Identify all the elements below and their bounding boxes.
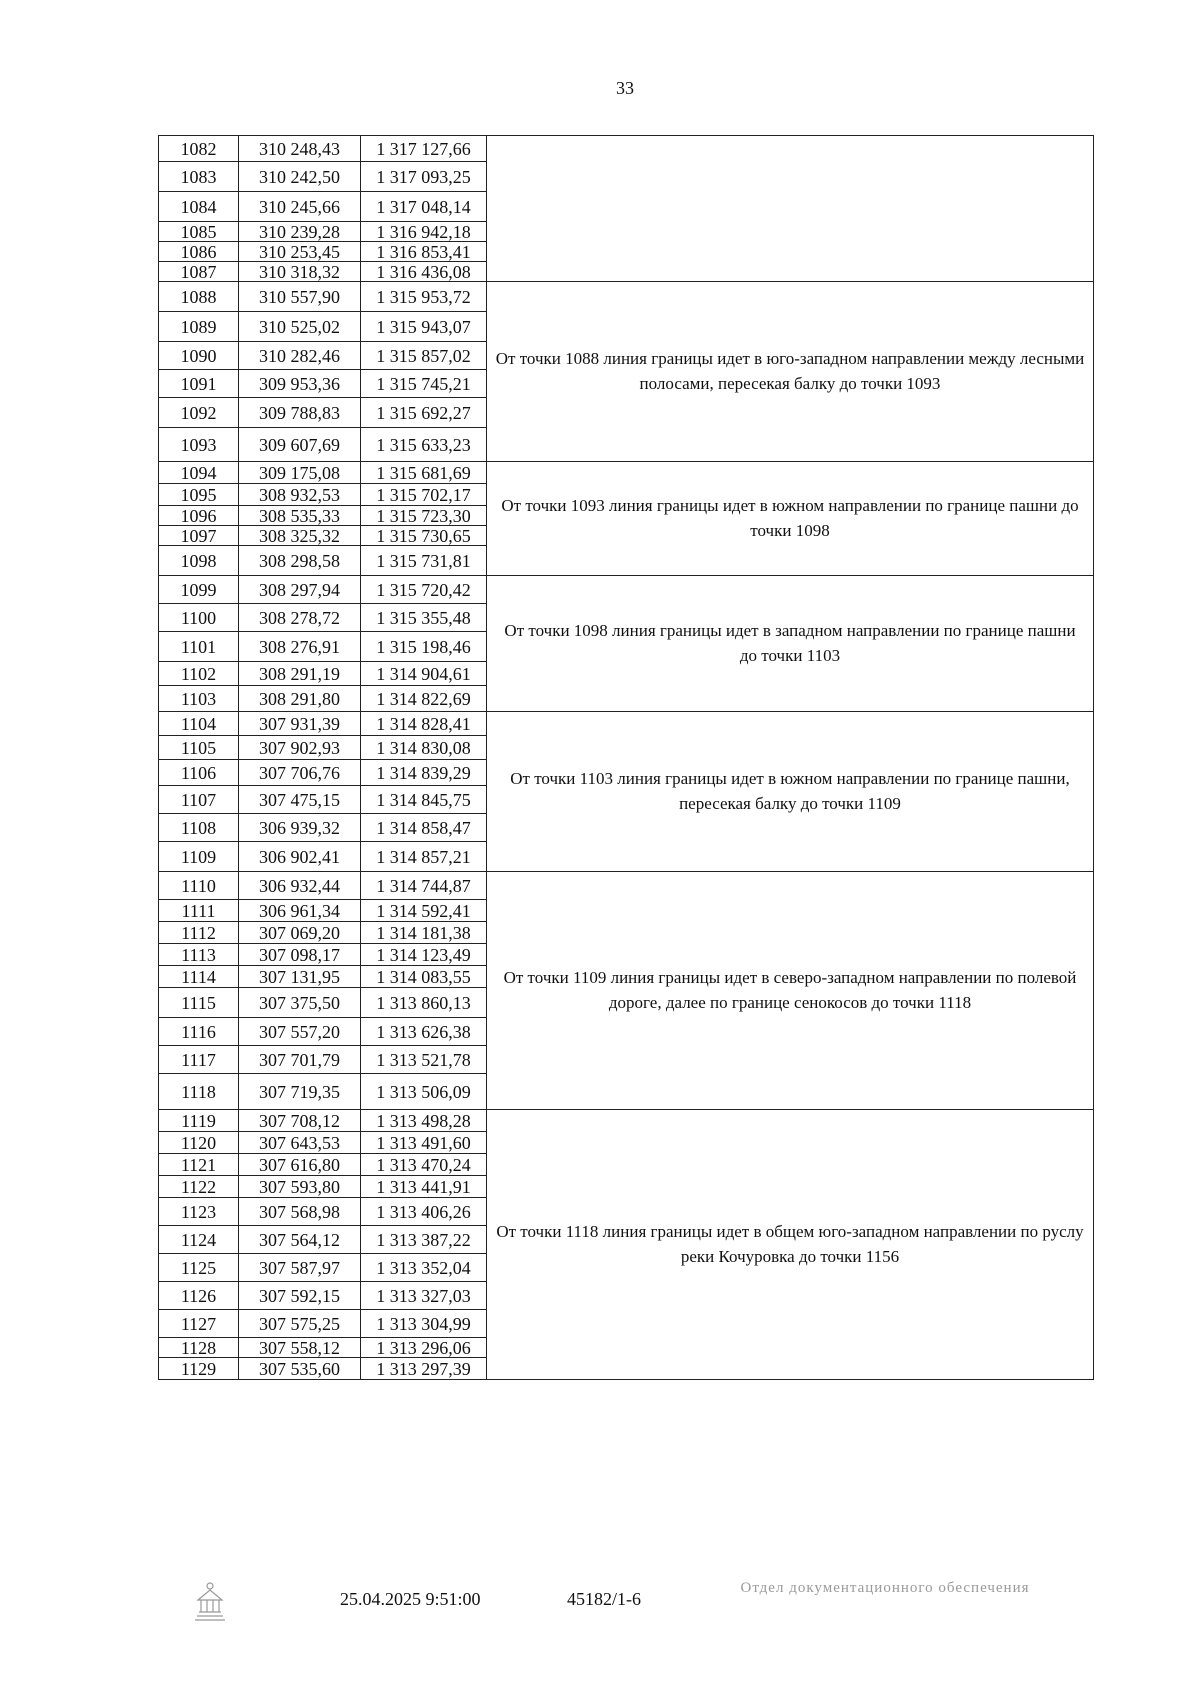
point-number-cell: 1117 bbox=[159, 1046, 239, 1074]
boundary-description-cell: От точки 1103 линия границы идет в южном направлении по границе пашни, пересекая балку до точки 1109 bbox=[487, 712, 1094, 872]
x-coordinate-cell: 306 932,44 bbox=[239, 872, 361, 900]
y-coordinate-cell: 1 313 506,09 bbox=[361, 1074, 487, 1110]
x-coordinate-cell: 307 902,93 bbox=[239, 736, 361, 760]
y-coordinate-cell: 1 313 860,13 bbox=[361, 988, 487, 1018]
y-coordinate-cell: 1 313 626,38 bbox=[361, 1018, 487, 1046]
x-coordinate-cell: 306 902,41 bbox=[239, 842, 361, 872]
point-number-cell: 1092 bbox=[159, 398, 239, 428]
y-coordinate-cell: 1 314 857,21 bbox=[361, 842, 487, 872]
boundary-description-cell: От точки 1088 линия границы идет в юго-западном направлении между лесными полосами, пересекая балку до точки 1093 bbox=[487, 282, 1094, 462]
x-coordinate-cell: 308 325,32 bbox=[239, 526, 361, 546]
point-number-cell: 1105 bbox=[159, 736, 239, 760]
point-number-cell: 1113 bbox=[159, 944, 239, 966]
x-coordinate-cell: 308 291,19 bbox=[239, 662, 361, 686]
y-coordinate-cell: 1 313 498,28 bbox=[361, 1110, 487, 1132]
point-number-cell: 1112 bbox=[159, 922, 239, 944]
x-coordinate-cell: 307 593,80 bbox=[239, 1176, 361, 1198]
x-coordinate-cell: 307 564,12 bbox=[239, 1226, 361, 1254]
y-coordinate-cell: 1 315 731,81 bbox=[361, 546, 487, 576]
point-number-cell: 1106 bbox=[159, 760, 239, 786]
x-coordinate-cell: 307 098,17 bbox=[239, 944, 361, 966]
x-coordinate-cell: 308 278,72 bbox=[239, 604, 361, 632]
y-coordinate-cell: 1 314 123,49 bbox=[361, 944, 487, 966]
x-coordinate-cell: 309 788,83 bbox=[239, 398, 361, 428]
y-coordinate-cell: 1 314 830,08 bbox=[361, 736, 487, 760]
point-number-cell: 1089 bbox=[159, 312, 239, 342]
x-coordinate-cell: 306 939,32 bbox=[239, 814, 361, 842]
y-coordinate-cell: 1 315 730,65 bbox=[361, 526, 487, 546]
boundary-description-cell: От точки 1109 линия границы идет в северо-западном направлении по полевой дороге, далее по границе сенокосов до точки 1118 bbox=[487, 872, 1094, 1110]
point-number-cell: 1115 bbox=[159, 988, 239, 1018]
y-coordinate-cell: 1 314 744,87 bbox=[361, 872, 487, 900]
table-row bbox=[159, 872, 1094, 900]
x-coordinate-cell: 310 242,50 bbox=[239, 162, 361, 192]
y-coordinate-cell: 1 315 943,07 bbox=[361, 312, 487, 342]
point-number-cell: 1096 bbox=[159, 506, 239, 526]
emblem-icon bbox=[185, 1580, 235, 1626]
point-number-cell: 1087 bbox=[159, 262, 239, 282]
point-number-cell: 1122 bbox=[159, 1176, 239, 1198]
point-number-cell: 1128 bbox=[159, 1338, 239, 1358]
y-coordinate-cell: 1 317 048,14 bbox=[361, 192, 487, 222]
x-coordinate-cell: 307 575,25 bbox=[239, 1310, 361, 1338]
y-coordinate-cell: 1 313 297,39 bbox=[361, 1358, 487, 1380]
boundary-description-cell bbox=[487, 136, 1094, 282]
footer-doc-number: 45182/1-6 bbox=[567, 1589, 641, 1609]
y-coordinate-cell: 1 316 853,41 bbox=[361, 242, 487, 262]
point-number-cell: 1127 bbox=[159, 1310, 239, 1338]
x-coordinate-cell: 307 616,80 bbox=[239, 1154, 361, 1176]
y-coordinate-cell: 1 315 355,48 bbox=[361, 604, 487, 632]
y-coordinate-cell: 1 315 745,21 bbox=[361, 370, 487, 398]
point-number-cell: 1114 bbox=[159, 966, 239, 988]
point-number-cell: 1098 bbox=[159, 546, 239, 576]
y-coordinate-cell: 1 313 441,91 bbox=[361, 1176, 487, 1198]
table-row bbox=[159, 282, 1094, 312]
x-coordinate-cell: 310 318,32 bbox=[239, 262, 361, 282]
y-coordinate-cell: 1 316 436,08 bbox=[361, 262, 487, 282]
x-coordinate-cell: 308 276,91 bbox=[239, 632, 361, 662]
x-coordinate-cell: 308 535,33 bbox=[239, 506, 361, 526]
y-coordinate-cell: 1 313 406,26 bbox=[361, 1198, 487, 1226]
y-coordinate-cell: 1 315 857,02 bbox=[361, 342, 487, 370]
y-coordinate-cell: 1 313 491,60 bbox=[361, 1132, 487, 1154]
y-coordinate-cell: 1 313 387,22 bbox=[361, 1226, 487, 1254]
point-number-cell: 1120 bbox=[159, 1132, 239, 1154]
point-number-cell: 1101 bbox=[159, 632, 239, 662]
x-coordinate-cell: 307 558,12 bbox=[239, 1338, 361, 1358]
x-coordinate-cell: 307 706,76 bbox=[239, 760, 361, 786]
y-coordinate-cell: 1 314 828,41 bbox=[361, 712, 487, 736]
point-number-cell: 1104 bbox=[159, 712, 239, 736]
y-coordinate-cell: 1 314 083,55 bbox=[361, 966, 487, 988]
point-number-cell: 1086 bbox=[159, 242, 239, 262]
x-coordinate-cell: 307 069,20 bbox=[239, 922, 361, 944]
y-coordinate-cell: 1 313 521,78 bbox=[361, 1046, 487, 1074]
x-coordinate-cell: 308 298,58 bbox=[239, 546, 361, 576]
page-number: 33 bbox=[616, 78, 634, 98]
x-coordinate-cell: 310 253,45 bbox=[239, 242, 361, 262]
table-row bbox=[159, 1110, 1094, 1132]
y-coordinate-cell: 1 313 304,99 bbox=[361, 1310, 487, 1338]
boundary-description-cell: От точки 1118 линия границы идет в общем юго-западном направлении по руслу реки Кочуровка до точки 1156 bbox=[487, 1110, 1094, 1380]
x-coordinate-cell: 307 568,98 bbox=[239, 1198, 361, 1226]
y-coordinate-cell: 1 315 692,27 bbox=[361, 398, 487, 428]
point-number-cell: 1084 bbox=[159, 192, 239, 222]
y-coordinate-cell: 1 313 470,24 bbox=[361, 1154, 487, 1176]
y-coordinate-cell: 1 317 093,25 bbox=[361, 162, 487, 192]
point-number-cell: 1082 bbox=[159, 136, 239, 162]
point-number-cell: 1126 bbox=[159, 1282, 239, 1310]
x-coordinate-cell: 310 557,90 bbox=[239, 282, 361, 312]
x-coordinate-cell: 310 248,43 bbox=[239, 136, 361, 162]
x-coordinate-cell: 310 282,46 bbox=[239, 342, 361, 370]
coordinates-table bbox=[158, 135, 1094, 1380]
point-number-cell: 1109 bbox=[159, 842, 239, 872]
y-coordinate-cell: 1 317 127,66 bbox=[361, 136, 487, 162]
boundary-description-cell: От точки 1093 линия границы идет в южном направлении по границе пашни до точки 1098 bbox=[487, 462, 1094, 576]
y-coordinate-cell: 1 315 681,69 bbox=[361, 462, 487, 484]
x-coordinate-cell: 310 239,28 bbox=[239, 222, 361, 242]
y-coordinate-cell: 1 314 904,61 bbox=[361, 662, 487, 686]
point-number-cell: 1116 bbox=[159, 1018, 239, 1046]
y-coordinate-cell: 1 313 296,06 bbox=[361, 1338, 487, 1358]
point-number-cell: 1102 bbox=[159, 662, 239, 686]
y-coordinate-cell: 1 315 723,30 bbox=[361, 506, 487, 526]
point-number-cell: 1094 bbox=[159, 462, 239, 484]
x-coordinate-cell: 307 708,12 bbox=[239, 1110, 361, 1132]
x-coordinate-cell: 310 245,66 bbox=[239, 192, 361, 222]
point-number-cell: 1108 bbox=[159, 814, 239, 842]
x-coordinate-cell: 309 175,08 bbox=[239, 462, 361, 484]
x-coordinate-cell: 309 953,36 bbox=[239, 370, 361, 398]
point-number-cell: 1118 bbox=[159, 1074, 239, 1110]
point-number-cell: 1125 bbox=[159, 1254, 239, 1282]
x-coordinate-cell: 307 931,39 bbox=[239, 712, 361, 736]
point-number-cell: 1085 bbox=[159, 222, 239, 242]
y-coordinate-cell: 1 313 327,03 bbox=[361, 1282, 487, 1310]
point-number-cell: 1119 bbox=[159, 1110, 239, 1132]
y-coordinate-cell: 1 314 822,69 bbox=[361, 686, 487, 712]
x-coordinate-cell: 308 297,94 bbox=[239, 576, 361, 604]
y-coordinate-cell: 1 313 352,04 bbox=[361, 1254, 487, 1282]
y-coordinate-cell: 1 316 942,18 bbox=[361, 222, 487, 242]
y-coordinate-cell: 1 314 858,47 bbox=[361, 814, 487, 842]
y-coordinate-cell: 1 315 702,17 bbox=[361, 484, 487, 506]
y-coordinate-cell: 1 314 181,38 bbox=[361, 922, 487, 944]
y-coordinate-cell: 1 314 845,75 bbox=[361, 786, 487, 814]
table-row bbox=[159, 462, 1094, 484]
x-coordinate-cell: 307 131,95 bbox=[239, 966, 361, 988]
point-number-cell: 1097 bbox=[159, 526, 239, 546]
point-number-cell: 1088 bbox=[159, 282, 239, 312]
point-number-cell: 1110 bbox=[159, 872, 239, 900]
y-coordinate-cell: 1 315 720,42 bbox=[361, 576, 487, 604]
y-coordinate-cell: 1 314 839,29 bbox=[361, 760, 487, 786]
table-row bbox=[159, 136, 1094, 162]
y-coordinate-cell: 1 314 592,41 bbox=[361, 900, 487, 922]
x-coordinate-cell: 307 719,35 bbox=[239, 1074, 361, 1110]
point-number-cell: 1123 bbox=[159, 1198, 239, 1226]
y-coordinate-cell: 1 315 198,46 bbox=[361, 632, 487, 662]
x-coordinate-cell: 307 643,53 bbox=[239, 1132, 361, 1154]
x-coordinate-cell: 307 375,50 bbox=[239, 988, 361, 1018]
point-number-cell: 1129 bbox=[159, 1358, 239, 1380]
x-coordinate-cell: 309 607,69 bbox=[239, 428, 361, 462]
point-number-cell: 1091 bbox=[159, 370, 239, 398]
point-number-cell: 1107 bbox=[159, 786, 239, 814]
x-coordinate-cell: 306 961,34 bbox=[239, 900, 361, 922]
x-coordinate-cell: 307 592,15 bbox=[239, 1282, 361, 1310]
table-row bbox=[159, 712, 1094, 736]
x-coordinate-cell: 308 291,80 bbox=[239, 686, 361, 712]
y-coordinate-cell: 1 315 953,72 bbox=[361, 282, 487, 312]
point-number-cell: 1100 bbox=[159, 604, 239, 632]
point-number-cell: 1093 bbox=[159, 428, 239, 462]
point-number-cell: 1111 bbox=[159, 900, 239, 922]
x-coordinate-cell: 310 525,02 bbox=[239, 312, 361, 342]
x-coordinate-cell: 307 587,97 bbox=[239, 1254, 361, 1282]
boundary-description-cell: От точки 1098 линия границы идет в западном направлении по границе пашни до точки 1103 bbox=[487, 576, 1094, 712]
x-coordinate-cell: 307 557,20 bbox=[239, 1018, 361, 1046]
footer-datetime: 25.04.2025 9:51:00 bbox=[340, 1589, 481, 1609]
x-coordinate-cell: 308 932,53 bbox=[239, 484, 361, 506]
x-coordinate-cell: 307 701,79 bbox=[239, 1046, 361, 1074]
point-number-cell: 1095 bbox=[159, 484, 239, 506]
point-number-cell: 1099 bbox=[159, 576, 239, 604]
point-number-cell: 1121 bbox=[159, 1154, 239, 1176]
x-coordinate-cell: 307 535,60 bbox=[239, 1358, 361, 1380]
y-coordinate-cell: 1 315 633,23 bbox=[361, 428, 487, 462]
table-row bbox=[159, 576, 1094, 604]
x-coordinate-cell: 307 475,15 bbox=[239, 786, 361, 814]
point-number-cell: 1124 bbox=[159, 1226, 239, 1254]
point-number-cell: 1083 bbox=[159, 162, 239, 192]
department-stamp: Отдел документационного обеспечения bbox=[740, 1580, 1030, 1596]
point-number-cell: 1090 bbox=[159, 342, 239, 370]
point-number-cell: 1103 bbox=[159, 686, 239, 712]
